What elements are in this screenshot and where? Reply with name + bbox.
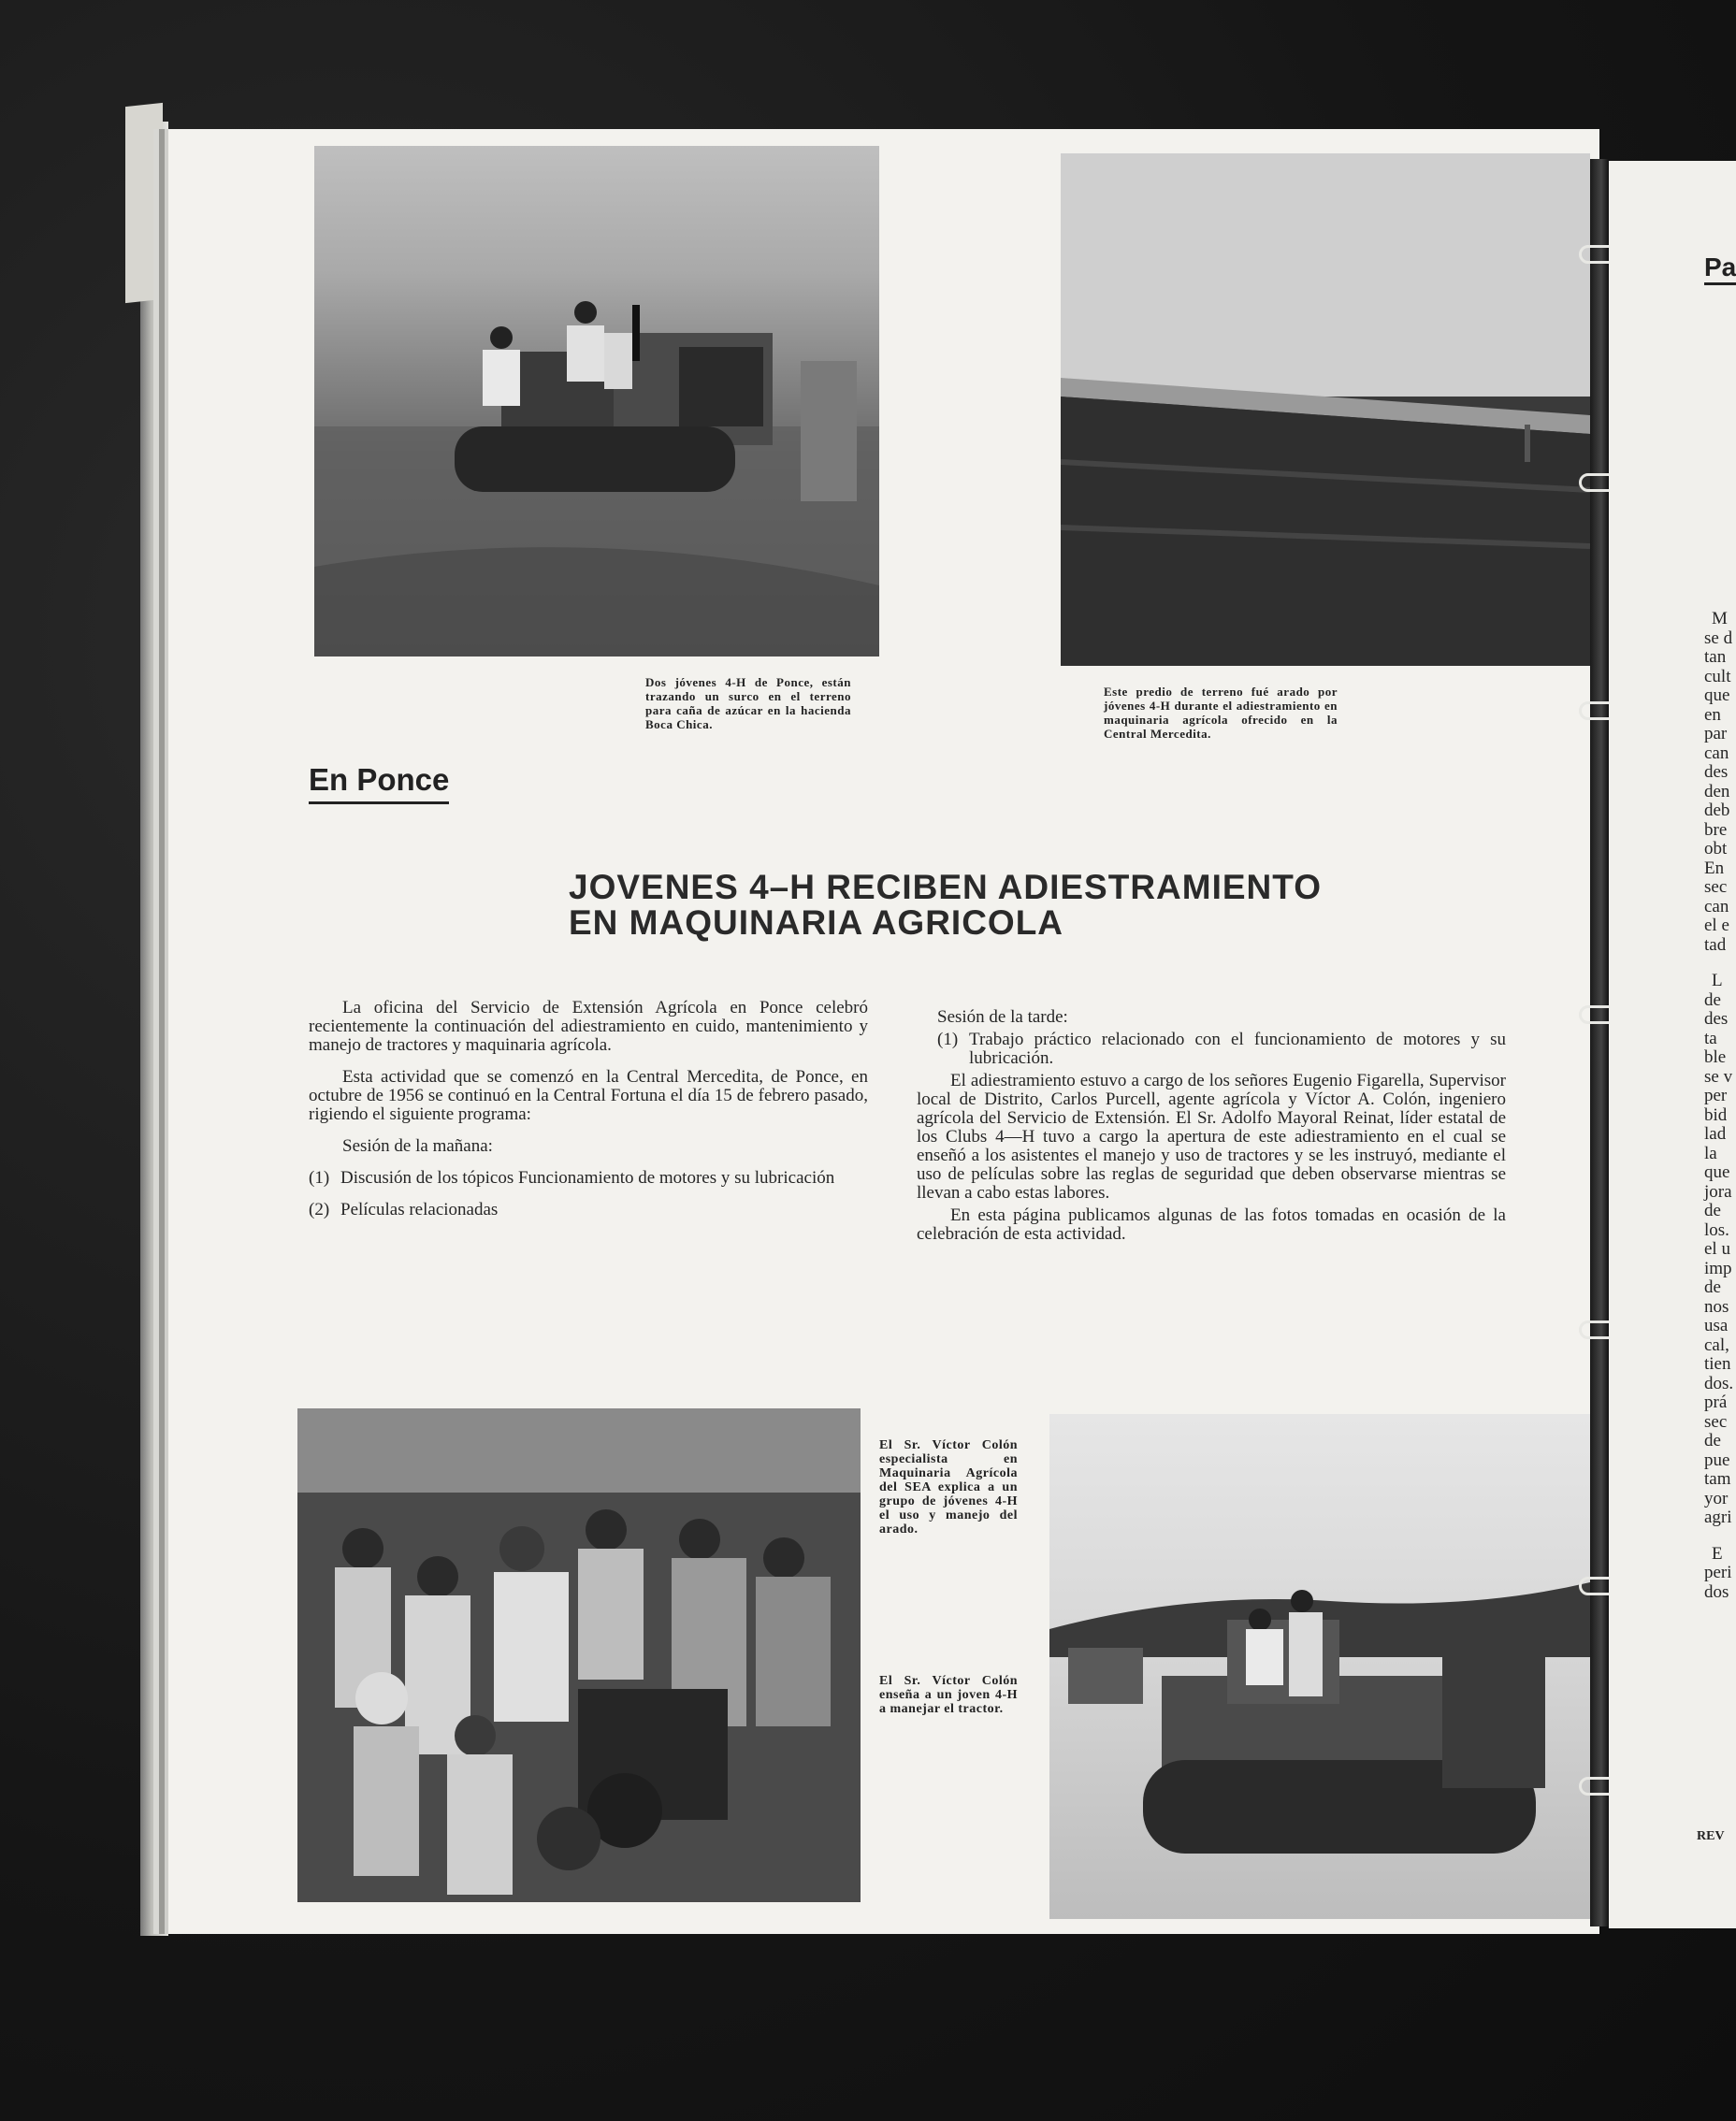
next-page-line: el u: [1704, 1239, 1730, 1259]
caption-bottom-2: El Sr. Víctor Colón enseña a un joven 4-H a manejar el tractor.: [879, 1674, 1018, 1716]
item-number: (2): [309, 1200, 330, 1219]
next-page-line: pue: [1704, 1450, 1730, 1470]
next-page-line: tam: [1704, 1469, 1731, 1489]
next-page-line: bre: [1704, 819, 1728, 840]
next-page-line: la: [1704, 1143, 1717, 1163]
headline-line-2: EN MAQUINARIA AGRICOLA: [569, 903, 1064, 942]
next-page-line: de: [1704, 1431, 1721, 1450]
next-page-line: L: [1712, 971, 1723, 990]
next-page-line: M: [1712, 609, 1728, 628]
item-number: (1): [309, 1168, 330, 1188]
caption-top-right: Este predio de terreno fué arado por jóvenes 4-H durante el adiestramiento en maquinaria agrícola ofrecido en la Central Mercedita.: [1104, 685, 1338, 741]
session-morning: Sesión de la mañana:: [342, 1136, 493, 1156]
next-page-line: E: [1712, 1543, 1723, 1564]
morning-item-2: [309, 1201, 868, 1219]
next-page-line: dos.: [1704, 1373, 1734, 1393]
afternoon-item-1: [917, 1031, 1506, 1068]
morning-item-1: [309, 1169, 868, 1188]
item-text: Trabajo práctico relacionado con el funcionamiento de motores y su lubricación.: [969, 1030, 1506, 1068]
caption-bottom-1: El Sr. Víctor Colón especialista en Maquinaria Agrícola del SEA explica a un grupo de jóvenes 4-H el uso y manejo del arado.: [879, 1438, 1018, 1537]
next-page-line: can: [1704, 743, 1729, 763]
next-page-line: des: [1704, 1009, 1729, 1029]
next-page-line: se d: [1704, 628, 1733, 648]
next-page-line: tad: [1704, 934, 1727, 955]
next-page-line: bid: [1704, 1104, 1728, 1125]
right-text-column: [917, 1008, 1506, 1257]
next-page-line: ta: [1704, 1028, 1717, 1048]
next-page-line: que: [1704, 1162, 1730, 1182]
next-page-line: des: [1704, 762, 1729, 782]
next-page-line: ble: [1704, 1047, 1727, 1067]
next-page-line: obt: [1704, 839, 1728, 858]
left-text-column: [309, 999, 868, 1233]
next-page-line: den: [1704, 781, 1730, 801]
next-page-line: nos: [1704, 1296, 1729, 1317]
next-page-line: de: [1704, 989, 1721, 1010]
next-page-line: [1626, 1528, 1733, 1545]
session-afternoon: Sesión de la tarde:: [937, 1007, 1068, 1027]
caption-top-left: Dos jóvenes 4-H de Ponce, están trazando un surco en el terreno para caña de azúcar en la hacienda Boca Chica.: [645, 675, 851, 731]
item-number: (1): [937, 1030, 959, 1049]
next-page-line: En: [1704, 858, 1725, 878]
photo-tractor-furrow: [314, 146, 879, 656]
photo-tractor-lesson: [1049, 1414, 1590, 1919]
next-page-line: sec: [1704, 1411, 1728, 1432]
next-page-line: tan: [1704, 647, 1727, 667]
item-text: Películas relacionadas: [340, 1200, 499, 1219]
next-page-footer: REV: [1697, 1829, 1725, 1843]
next-page-line: lad: [1704, 1124, 1727, 1144]
section-title: En Ponce: [309, 762, 449, 804]
next-page-line: que: [1704, 685, 1730, 705]
binding-gutter: [1590, 159, 1609, 1926]
headline: [569, 870, 1336, 941]
next-page-line: deb: [1704, 801, 1730, 820]
photo-group-plow: [297, 1408, 861, 1902]
next-page-line: [1626, 955, 1733, 972]
next-page-line: de: [1704, 1201, 1721, 1220]
next-page-line: se v: [1704, 1066, 1733, 1087]
next-page-line: en: [1704, 704, 1721, 725]
right-paragraph-2: En esta página publicamos algunas de las fotos tomadas en ocasión de la celebración de esta actividad.: [917, 1205, 1506, 1244]
next-page-line: tien: [1704, 1354, 1731, 1374]
left-paragraph-1: La oficina del Servicio de Extensión Agrícola en Ponce celebró recientemente la continuación del adiestramiento en cuido, mantenimiento y manejo de tractores y maquinaria agrícola.: [309, 998, 868, 1055]
next-page-line: peri: [1704, 1563, 1732, 1582]
next-page-text: [1626, 610, 1733, 1602]
next-page-line: yor: [1704, 1488, 1729, 1508]
next-page-line: el e: [1704, 916, 1729, 935]
next-page-line: can: [1704, 896, 1729, 916]
next-page-line: agri: [1704, 1508, 1732, 1527]
next-page-line: cult: [1704, 666, 1731, 686]
next-page-line: per: [1704, 1086, 1728, 1105]
next-page-line: dos: [1704, 1581, 1729, 1602]
next-page-line: usa: [1704, 1316, 1729, 1335]
page-edge: [140, 122, 168, 1936]
next-page-line: prá: [1704, 1392, 1728, 1412]
next-page-line: imp: [1704, 1258, 1732, 1278]
right-paragraph-1: El adiestramiento estuvo a cargo de los señores Eugenio Figarella, Supervisor local de Distrito, Carlos Purcell, agente agrícola y Víctor A. Colón, ingeniero agrícola del Servicio de Extensión. El Sr. Adolfo Mayoral Reinat, líder estatal de los Clubs 4—H tuvo a cargo la apertura de este adiestramiento en el cual se enseñó a los asistentes el manejo y uso de tractores y se les instruyó, mediante el uso de películas sobre las reglas de seguridad que deben observarse mientras se llevan a cabo estas labores.: [917, 1071, 1506, 1203]
next-page-line: cal,: [1704, 1335, 1729, 1355]
headline-line-1: JOVENES 4–H RECIBEN ADIESTRAMIENTO: [569, 868, 1322, 906]
photo-plowed-field: [1061, 153, 1590, 666]
next-page-line: de: [1704, 1277, 1721, 1297]
next-page-line: par: [1704, 724, 1728, 743]
next-page-line: jora: [1704, 1181, 1732, 1202]
item-text: Discusión de los tópicos Funcionamiento de motores y su lubricación: [340, 1168, 835, 1188]
left-paragraph-2: Esta actividad que se comenzó en la Central Mercedita, de Ponce, en octubre de 1956 se continuó en la Central Fortuna el día 15 de febrero pasado, rigiendo el siguiente programa:: [309, 1067, 868, 1124]
next-page-line: los.: [1704, 1219, 1729, 1240]
paper-tab: [125, 103, 163, 303]
next-page-line: sec: [1704, 877, 1728, 897]
next-page-heading: Pa: [1704, 252, 1736, 285]
